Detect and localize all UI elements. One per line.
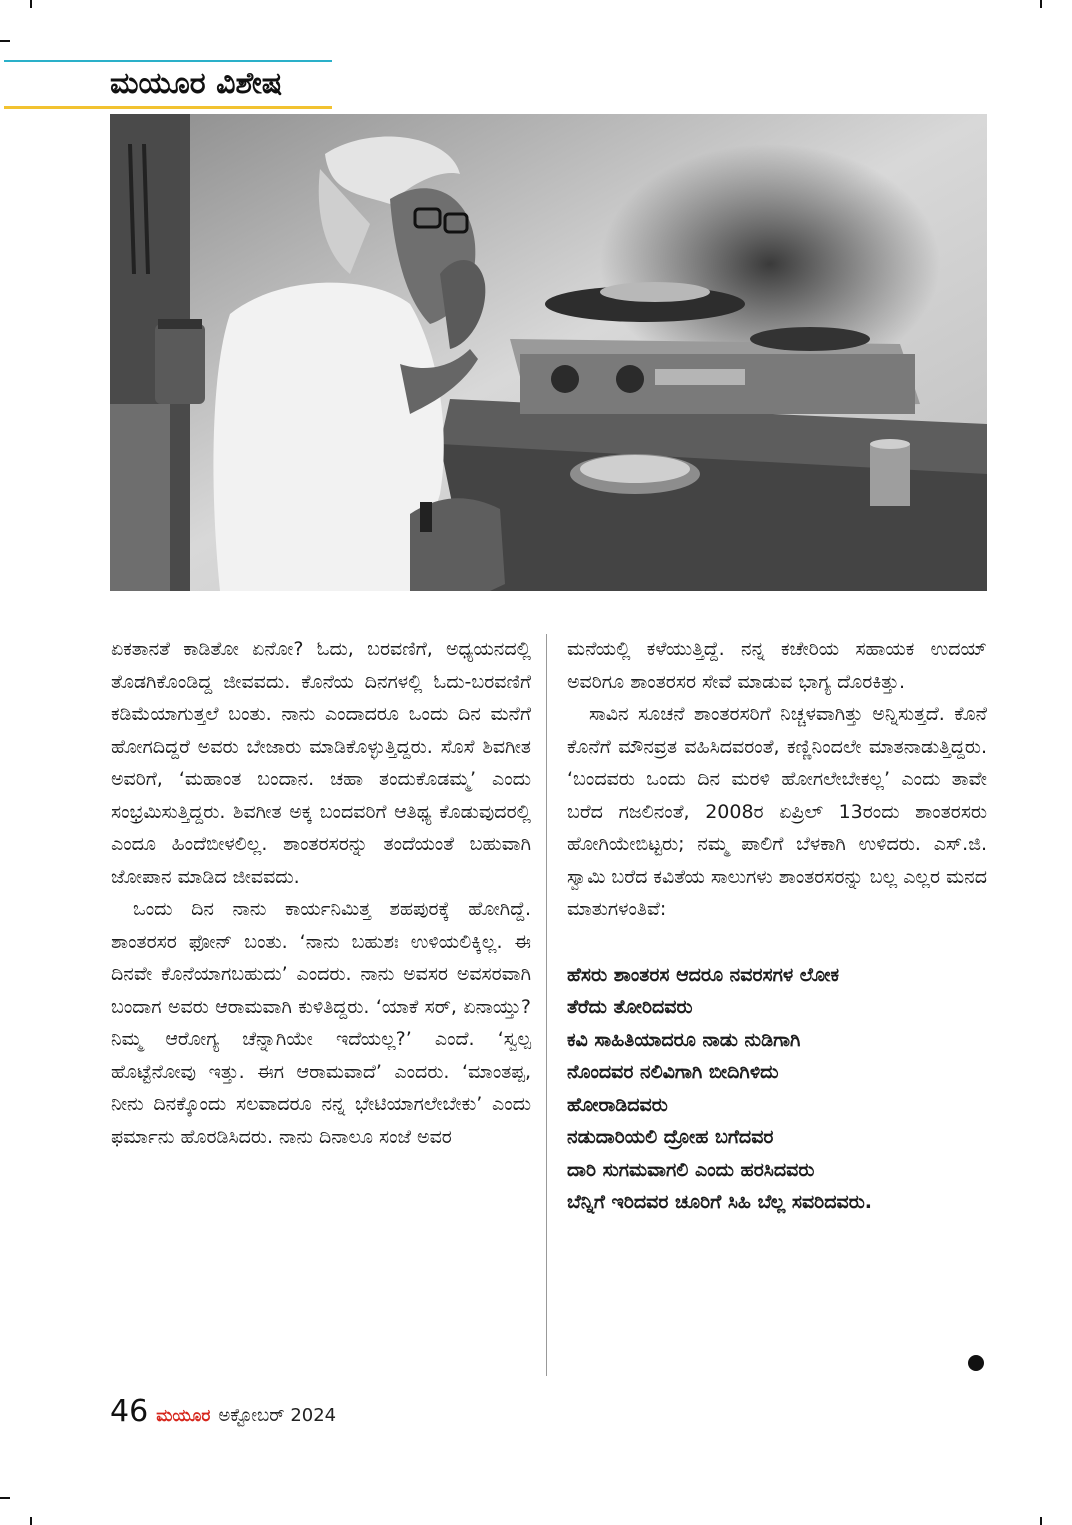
- poem-line: ತೆರೆದು ತೋರಿದವರು: [567, 996, 693, 1018]
- crop-mark: [30, 1517, 32, 1525]
- poem-line: ಹೆಸರು ಶಾಂತರಸ ಆದರೂ ನವರಸಗಳ ಲೋಕ: [567, 963, 840, 986]
- article-photo: [110, 114, 987, 591]
- page-number: 46: [110, 1394, 149, 1429]
- poem: [567, 959, 987, 1219]
- issue-date: ಅಕ್ಟೋಬರ್ 2024: [218, 1405, 337, 1426]
- poem-line: ಬೆನ್ನಿಗೆ ಇರಿದವರ ಚೂರಿಗೆ ಸಿಹಿ ಬೆಲ್ಲ ಸವರಿದವರು.: [567, 1191, 873, 1213]
- paragraph: ಮನೆಯಲ್ಲಿ ಕಳೆಯುತ್ತಿದ್ದೆ. ನನ್ನ ಕಚೇರಿಯ ಸಹಾಯಕ ಉದಯ್ ಅವರಿಗೂ ಶಾಂತರಸರ ಸೇವೆ ಮಾಡುವ ಭಾಗ್ಯ ದೊರಕಿತ್ತು.: [567, 638, 987, 693]
- page-footer: [110, 1394, 336, 1430]
- section-title: ಮಯೂರ ವಿಶೇಷ: [110, 66, 283, 101]
- crop-mark: [30, 0, 32, 8]
- poem-line: ಹೋರಾಡಿದವರು: [567, 1093, 668, 1116]
- article-column-left: [111, 633, 531, 1153]
- article-column-right: [567, 633, 987, 1219]
- poem-line: ಕವಿ ಸಾಹಿತಿಯಾದರೂ ನಾಡು ನುಡಿಗಾಗಿ: [567, 1028, 801, 1051]
- poem-line: ದಾರಿ ಸುಗಮವಾಗಲಿ ಎಂದು ಹರಸಿದವರು: [567, 1158, 815, 1181]
- photo-icon: [110, 114, 987, 591]
- crop-mark: [1040, 1517, 1042, 1525]
- end-of-article-bullet-icon: [968, 1355, 984, 1371]
- poem-line: ನೊಂದವರ ನಲಿವಿಗಾಗಿ ಬೀದಿಗಿಳಿದು: [567, 1061, 779, 1083]
- paragraph: ಏಕತಾನತೆ ಕಾಡಿತೋ ಏನೋ? ಓದು, ಬರವಣಿಗೆ, ಅಧ್ಯಯನದಲ್ಲಿ ತೊಡಗಿಕೊಂಡಿದ್ದ ಜೀವವದು. ಕೊನೆಯ ದಿನಗಳಲ್ಲಿ ಓದು-ಬರವಣಿಗೆ ಕಡಿಮೆಯಾಗುತ್ತಲೆ ಬಂತು. ನಾನು ಎಂದಾದರೂ ಒಂದು ದಿನ ಮನೆಗೆ ಹೋಗದಿದ್ದರೆ ಅವರು ಬೇಜಾರು ಮಾಡಿಕೊಳ್ಳುತ್ತಿದ್ದರು. ಸೊಸೆ ಶಿವಗೀತ ಅವರಿಗೆ, ‘ಮಹಾಂತ ಬಂದಾನ. ಚಹಾ ತಂದುಕೊಡಮ್ಮ’ ಎಂದು ಸಂಭ್ರಮಿಸುತ್ತಿದ್ದರು. ಶಿವಗೀತ ಅಕ್ಕ ಬಂದವರಿಗೆ ಆತಿಥ್ಯ ಕೊಡುವುದರಲ್ಲಿ ಎಂದೂ ಹಿಂದೆಬೀಳಲಿಲ್ಲ. ಶಾಂತರಸರನ್ನು ತಂದೆಯಂತೆ ಬಹುವಾಗಿ ಜೋಪಾನ ಮಾಡಿದ ಜೀವವದು.: [111, 638, 531, 888]
- poem-line: ನಡುದಾರಿಯಲಿ ದ್ರೋಹ ಬಗೆದವರ: [567, 1126, 774, 1148]
- crop-mark: [1040, 0, 1042, 8]
- header-rule-bottom: [4, 106, 332, 109]
- paragraph: ಒಂದು ದಿನ ನಾನು ಕಾರ್ಯನಿಮಿತ್ತ ಶಹಪುರಕ್ಕೆ ಹೋಗಿದ್ದೆ. ಶಾಂತರಸರ ಫೋನ್ ಬಂತು. ‘ನಾನು ಬಹುಶಃ ಉಳಿಯಲಿಕ್ಕಿಲ್ಲ. ಈ ದಿನವೇ ಕೊನೆಯಾಗಬಹುದು’ ಎಂದರು. ನಾನು ಅವಸರ ಅವಸರವಾಗಿ ಬಂದಾಗ ಅವರು ಆರಾಮವಾಗಿ ಕುಳಿತಿದ್ದರು. ‘ಯಾಕೆ ಸರ್, ಏನಾಯ್ತು? ನಿಮ್ಮ ಆರೋಗ್ಯ ಚೆನ್ನಾಗಿಯೇ ಇದೆಯಲ್ಲ?’ ಎಂದೆ. ‘ಸ್ವಲ್ಪ ಹೊಟ್ಟೆನೋವು ಇತ್ತು. ಈಗ ಆರಾಮವಾದೆ’ ಎಂದರು. ‘ಮಾಂತಪ್ಪ, ನೀನು ದಿನಕ್ಕೊಂದು ಸಲವಾದರೂ ನನ್ನ ಭೇಟಿಯಾಗಲೇಬೇಕು’ ಎಂದು ಫರ್ಮಾನು ಹೊರಡಿಸಿದರು. ನಾನು ದಿನಾಲೂ ಸಂಜೆ ಅವರ: [111, 898, 531, 1148]
- magazine-logo: ಮಯೂರ: [156, 1406, 211, 1426]
- crop-mark: [0, 1497, 10, 1499]
- paragraph: ಸಾವಿನ ಸೂಚನೆ ಶಾಂತರಸರಿಗೆ ನಿಚ್ಚಳವಾಗಿತ್ತು ಅನ್ನಿಸುತ್ತದೆ. ಕೊನೆ ಕೊನೆಗೆ ಮೌನವ್ರತ ವಹಿಸಿದವರಂತೆ, ಕಣ್ಣಿನಿಂದಲೇ ಮಾತನಾಡುತ್ತಿದ್ದರು. ‘ಬಂದವರು ಒಂದು ದಿನ ಮರಳಿ ಹೋಗಲೇಬೇಕಲ್ಲ’ ಎಂದು ತಾವೇ ಬರೆದ ಗಜಲಿನಂತೆ, 2008ರ ಏಪ್ರಿಲ್ 13ರಂದು ಶಾಂತರಸರು ಹೋಗಿಯೇಬಿಟ್ಟರು; ನಮ್ಮ ಪಾಲಿಗೆ ಬೆಳಕಾಗಿ ಉಳಿದರು. ಎಸ್.ಜಿ. ಸ್ವಾಮಿ ಬರೆದ ಕವಿತೆಯ ಸಾಲುಗಳು ಶಾಂತರಸರನ್ನು ಬಲ್ಲ ಎಲ್ಲರ ಮನದ ಮಾತುಗಳಂತಿವೆ:: [567, 703, 987, 920]
- column-divider: [546, 634, 547, 1376]
- header-rule-top: [4, 60, 332, 62]
- crop-mark: [0, 40, 10, 42]
